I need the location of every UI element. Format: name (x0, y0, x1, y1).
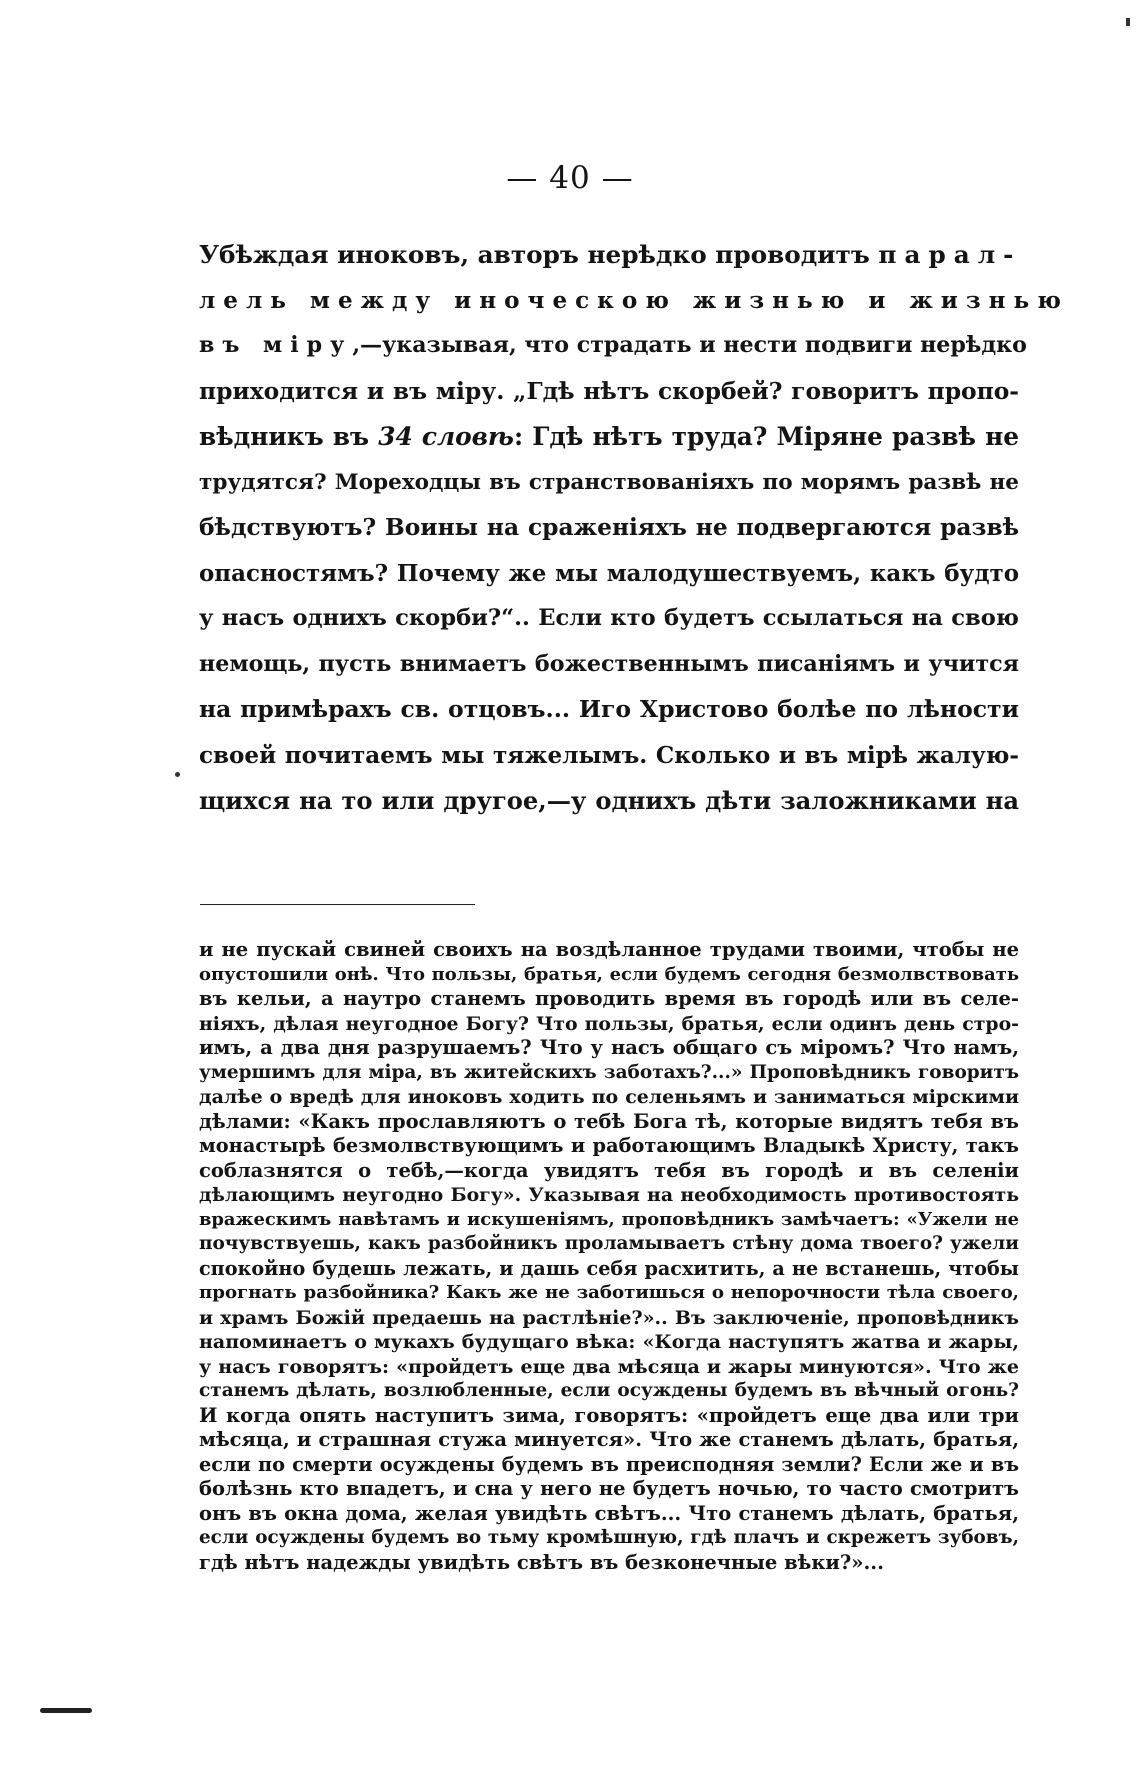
text-line (199, 505, 1019, 551)
footnote-line: станемъ дѣлать, возлюбленные, если осуждены будемъ въ вѣчный огонь? (199, 1380, 1019, 1401)
footnote-line: прогнать разбойника? Какъ же не заботишься о непорочности тѣла своего, (199, 1282, 1019, 1303)
text-line (199, 460, 1019, 506)
text-segment: лель между иноческою жизнью и жизнью (199, 286, 1069, 314)
scan-mark-bottom-left (40, 1708, 92, 1713)
footnote-separator (200, 904, 475, 905)
footnote-line: опустошили онѣ. Что пользы, братья, если будемъ сегодня безмолвствовать (199, 963, 1019, 985)
text-segment: опасностямъ? Почему же мы малодушествуемъ, какъ будто (199, 559, 1019, 587)
text-segment: парал- (878, 240, 1022, 269)
footnote-line: ніяхъ, дѣлая неугодное Богу? Что пользы, братья, если одинъ день стро- (199, 1012, 1019, 1035)
footnote-line: онъ въ окна дома, желая увидѣть свѣтъ... Что станемъ дѣлать, братья, (199, 1501, 1019, 1525)
footnote-line: если по смерти осуждены будемъ въ преисподняя земли? Если же и въ (199, 1452, 1019, 1476)
text-line (199, 687, 1019, 733)
footnote-line: и храмъ Божій предаешь на растлѣніе?».. Въ заключеніе, проповѣдникъ (199, 1306, 1019, 1329)
footnote-line: въ кельи, а наутро станемъ проводить время въ городѣ или въ селе- (199, 987, 1019, 1010)
text-segment: : Гдѣ нѣтъ труда? Міряне развѣ не (513, 422, 1020, 451)
footnote-line: если осуждены будемъ во тьму кромѣшную, гдѣ плачъ и скрежетъ зубовъ, (199, 1527, 1019, 1548)
text-segment: вѣдникъ въ (199, 422, 379, 451)
footnote (199, 938, 1019, 1575)
text-segment: въ міру (199, 332, 353, 358)
text-line (199, 778, 1019, 824)
footnote-line: И когда опять наступитъ зима, говорятъ: «пройдетъ еще два или три (199, 1403, 1019, 1427)
footnote-line: мѣсяца, и страшная стужа минуется». Что же станемъ дѣлать, братья, (199, 1428, 1019, 1451)
text-line (199, 551, 1019, 597)
footnote-line: имъ, а два дня разрушаемъ? Что у насъ общаго съ міромъ? Что намъ, (199, 1036, 1019, 1059)
footnote-line: умершимъ для міра, въ житейскихъ заботахъ?...» Проповѣдникъ говоритъ (199, 1061, 1019, 1083)
text-line (199, 278, 1069, 324)
footnote-line: соблазнятся о тебѣ,—когда увидятъ тебя въ городѣ и въ селеніи (199, 1158, 1019, 1182)
footnote-line: далѣе о вредѣ для иноковъ ходить по селеньямъ и заниматься мірскими (199, 1086, 1019, 1108)
footnote-line: и не пускай свиней своихъ на воздѣланное трудами твоими, чтобы не (199, 938, 1019, 961)
text-line (199, 642, 1019, 688)
text-segment: 34 словѣ (378, 422, 514, 451)
text-segment: Убѣждая иноковъ, авторъ нерѣдко проводитъ (199, 240, 879, 269)
text-segment: своей почитаемъ мы тяжелымъ. Сколько и въ мірѣ жалую- (199, 741, 1019, 769)
text-segment: немощь, пусть внимаетъ божественнымъ писаніямъ и учится (199, 650, 1019, 677)
scan-mark-top-right (1126, 18, 1130, 26)
footnote-line: спокойно будешь лежать, и дашь себя расхитить, а не встанешь, чтобы (199, 1256, 1019, 1280)
text-segment: у насъ однихъ скорби?“.. Если кто будетъ ссылаться на свою (199, 605, 1019, 631)
footnote-line: дѣлающимъ неугодно Богу». Указывая на необходимость противостоять (199, 1184, 1019, 1206)
footnote-line: болѣзнь кто впадетъ, и сна у него не будетъ ночью, то часто смотритъ (199, 1477, 1019, 1500)
footnote-line: вражескимъ навѣтамъ и искушеніямъ, проповѣдникъ замѣчаетъ: «Ужели не (199, 1208, 1019, 1230)
scan-mark-dot (175, 772, 180, 777)
text-segment: ,—указывая, что страдать и нести подвиги нерѣдко (352, 332, 1027, 358)
footnote-line: почувствуешь, какъ разбойникъ проламываетъ стѣну дома твоего? ужели (199, 1233, 1019, 1254)
footnote-line: у насъ говорятъ: «пройдетъ еще два мѣсяца и жары минуются». Что же (199, 1355, 1019, 1378)
main-paragraph (199, 232, 1069, 824)
text-line (199, 733, 1019, 779)
footnote-line: монастырѣ безмолвствующимъ и работающимъ Владыкѣ Христу, такъ (199, 1134, 1019, 1157)
page-number: — 40 — (506, 160, 634, 196)
text-line (199, 323, 1027, 369)
text-segment: приходится и въ міру. „Гдѣ нѣтъ скорбей? говоритъ пропо- (199, 376, 1019, 405)
footnote-line: напоминаетъ о мукахъ будущаго вѣка: «Когда наступятъ жатва и жары, (199, 1331, 1019, 1353)
text-segment: бѣдствуютъ? Воины на сраженіяхъ не подвергаются развѣ (199, 514, 1019, 541)
text-segment: трудятся? Мореходцы въ странствованіяхъ по морямъ развѣ не (199, 469, 1019, 495)
text-line (199, 232, 1022, 278)
text-segment: щихся на то или другое,—у однихъ дѣти заложниками на (199, 786, 1019, 815)
footnote-line: гдѣ нѣтъ надежды увидѣть свѣтъ въ безконечные вѣки?»... (199, 1550, 884, 1574)
footnote-line: дѣлами: «Какъ прославляютъ о тебѣ Бога тѣ, которые видятъ тебя въ (199, 1109, 1019, 1133)
text-segment: на примѣрахъ св. отцовъ... Иго Христово болѣе по лѣности (199, 695, 1019, 723)
text-line (199, 414, 1019, 460)
text-line (199, 369, 1019, 415)
text-line (199, 596, 1019, 642)
